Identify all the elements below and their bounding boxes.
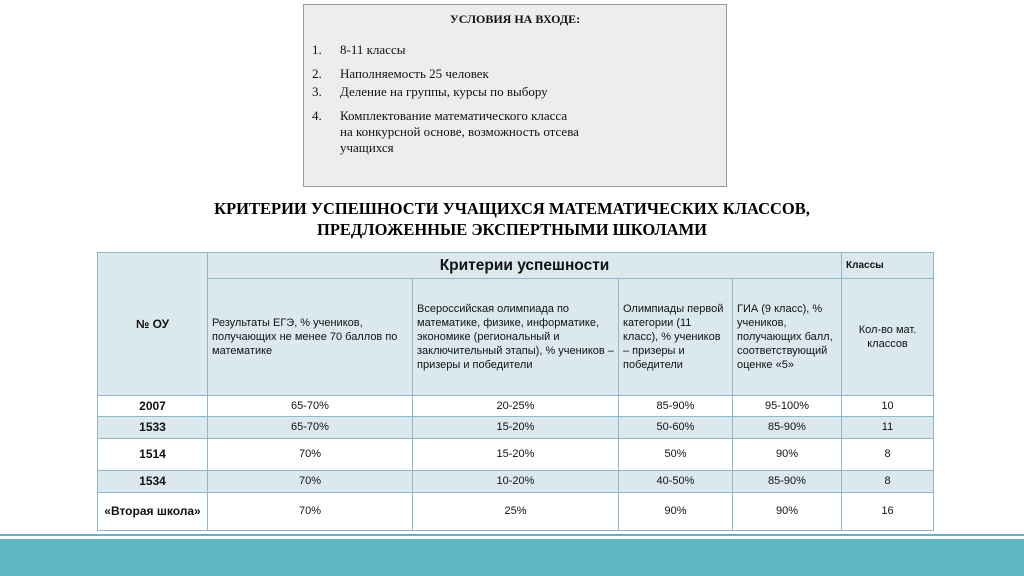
- cell-value: 11: [842, 416, 934, 438]
- criteria-table: [97, 252, 934, 531]
- table-row: [98, 470, 934, 492]
- page-title: [0, 198, 1024, 240]
- row-ou: 2007: [98, 395, 208, 416]
- table-row: [98, 416, 934, 438]
- column-header-ege: Результаты ЕГЭ, % учеников, получающих не менее 70 баллов по математике: [208, 279, 413, 395]
- column-header-olympiad: Всероссийская олимпиада по математике, физике, информатике, экономике (региональный и заключительный этапы), % учеников – призеры и победители: [413, 279, 619, 395]
- table-row: [98, 438, 934, 470]
- condition-line: учащихся: [340, 140, 394, 155]
- cell-value: 85-90%: [619, 395, 733, 416]
- criteria-header: Критерии успешности: [208, 253, 842, 279]
- column-header-class-count: Кол-во мат. классов: [842, 279, 934, 395]
- table-row: [98, 395, 934, 416]
- cell-value: 50-60%: [619, 416, 733, 438]
- column-header-first-category: Олимпиады первой категории (11 класс), % учеников – призеры и победители: [619, 279, 733, 395]
- cell-value: 85-90%: [733, 416, 842, 438]
- cell-value: 10-20%: [413, 470, 619, 492]
- condition-text: [340, 108, 670, 156]
- row-ou: «Вторая школа»: [98, 492, 208, 530]
- condition-line: Комплектование математического класса: [340, 108, 568, 123]
- condition-number: 1.: [312, 42, 322, 57]
- title-line-1: КРИТЕРИИ УСПЕШНОСТИ УЧАЩИХСЯ МАТЕМАТИЧЕСКИХ КЛАССОВ,: [214, 199, 810, 218]
- cell-value: 70%: [208, 492, 413, 530]
- cell-value: 90%: [733, 438, 842, 470]
- column-header-gia: ГИА (9 класс), % учеников, получающих балл, соответствующий оценке «5»: [733, 279, 842, 395]
- footer-bar: [0, 539, 1024, 576]
- cell-value: 65-70%: [208, 395, 413, 416]
- row-ou: 1533: [98, 416, 208, 438]
- cell-value: 20-25%: [413, 395, 619, 416]
- condition-text: Наполняемость 25 человек: [340, 66, 489, 81]
- row-ou: 1514: [98, 438, 208, 470]
- cell-value: 8: [842, 438, 934, 470]
- cell-value: 15-20%: [413, 416, 619, 438]
- cell-value: 8: [842, 470, 934, 492]
- cell-value: 40-50%: [619, 470, 733, 492]
- footer-divider: [0, 534, 1024, 536]
- cell-value: 16: [842, 492, 934, 530]
- conditions-title: УСЛОВИЯ НА ВХОДЕ:: [449, 12, 581, 26]
- cell-value: 85-90%: [733, 470, 842, 492]
- title-line-2: ПРЕДЛОЖЕННЫЕ ЭКСПЕРТНЫМИ ШКОЛАМИ: [317, 220, 707, 239]
- condition-number: 3.: [312, 84, 322, 99]
- cell-value: 70%: [208, 438, 413, 470]
- condition-text: Деление на группы, курсы по выбору: [340, 84, 548, 99]
- cell-value: 25%: [413, 492, 619, 530]
- classes-header: Классы: [842, 253, 934, 279]
- condition-number: 4.: [312, 108, 322, 123]
- cell-value: 70%: [208, 470, 413, 492]
- cell-value: 90%: [619, 492, 733, 530]
- entry-conditions-box: [303, 4, 727, 187]
- row-ou: 1534: [98, 470, 208, 492]
- cell-value: 65-70%: [208, 416, 413, 438]
- condition-line: на конкурсной основе, возможность отсева: [340, 124, 579, 139]
- table-row: [98, 492, 934, 530]
- cell-value: 15-20%: [413, 438, 619, 470]
- cell-value: 95-100%: [733, 395, 842, 416]
- cell-value: 50%: [619, 438, 733, 470]
- condition-number: 2.: [312, 66, 322, 81]
- cell-value: 90%: [733, 492, 842, 530]
- condition-text: 8-11 классы: [340, 42, 406, 57]
- cell-value: 10: [842, 395, 934, 416]
- ou-header: № ОУ: [98, 253, 208, 396]
